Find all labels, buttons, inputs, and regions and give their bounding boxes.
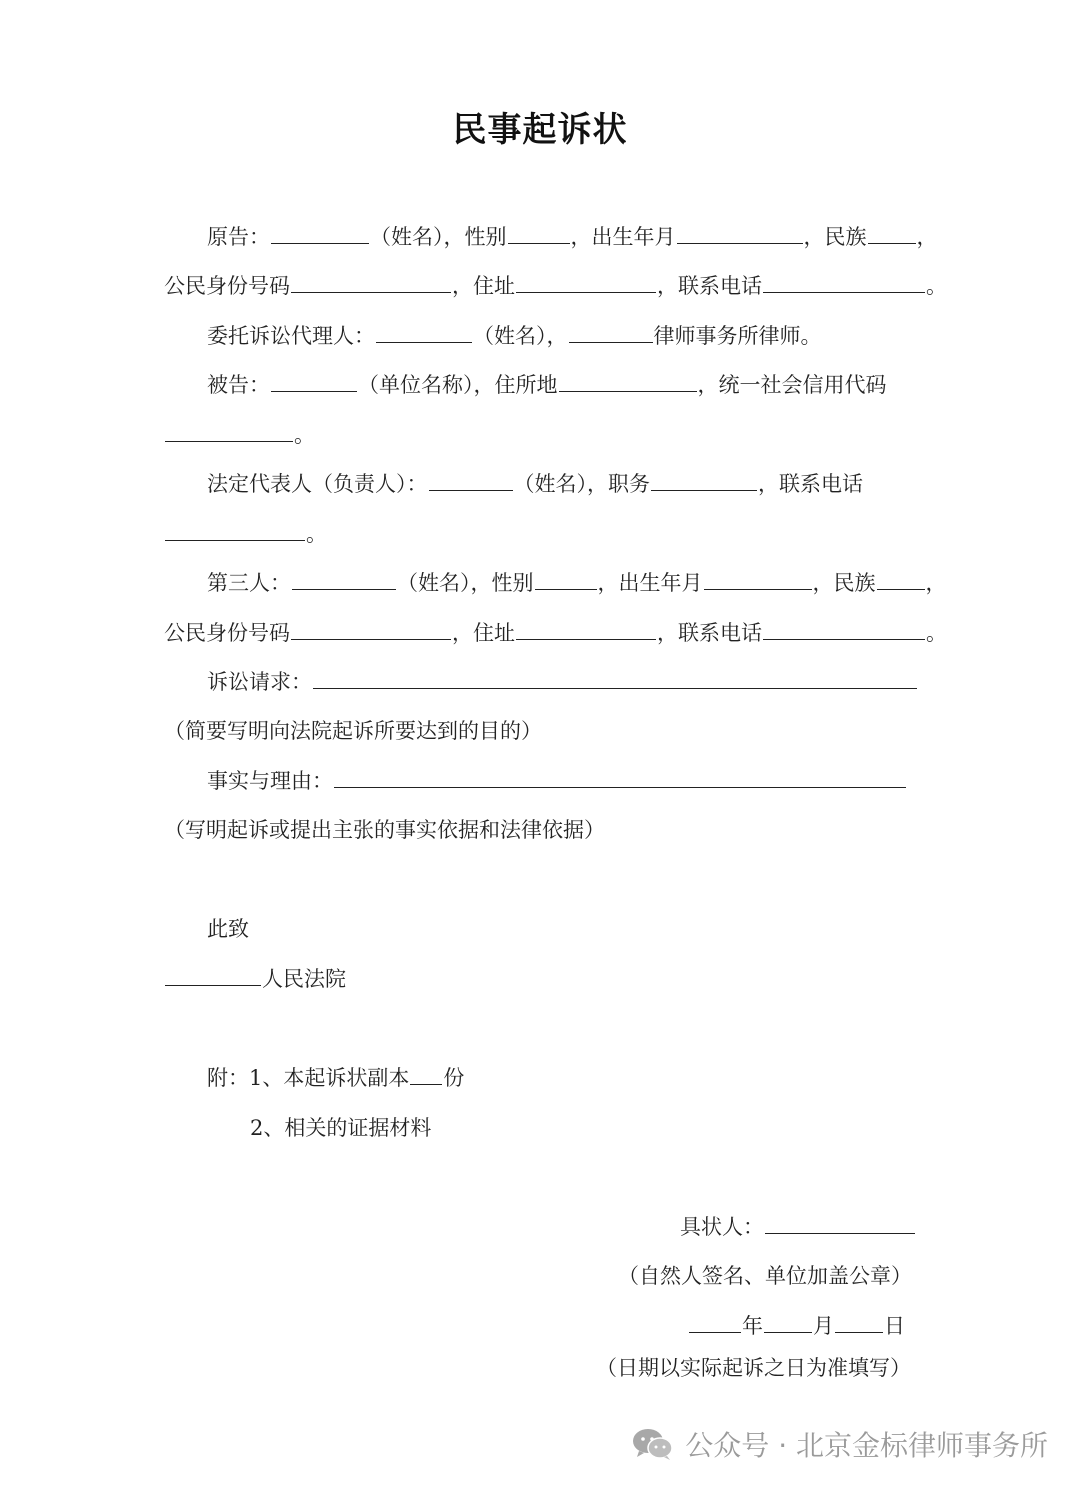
copies-count-blank[interactable] (410, 1063, 442, 1085)
facts-note: （写明起诉或提出主张的事实依据和法律依据） (164, 818, 605, 842)
signature-label: 具状人： (680, 1215, 764, 1239)
watermark (631, 1422, 1048, 1466)
plaintiff-end-period: 。 (926, 274, 947, 298)
signature-note: （自然人签名、单位加盖公章） (618, 1264, 912, 1288)
third-party-id-label: 公民身份号码 (164, 621, 290, 645)
agent-name-blank[interactable] (376, 321, 472, 343)
facts-blank[interactable] (334, 766, 906, 788)
legal-rep-name-hint: （姓名），职务 (513, 472, 650, 496)
defendant-credit-code-blank[interactable] (165, 420, 293, 442)
legal-rep-phone-blank[interactable] (165, 519, 305, 541)
third-party-end-period: 。 (926, 621, 947, 645)
agent-label: 委托诉讼代理人： (207, 324, 375, 348)
date-line (688, 1311, 905, 1341)
plaintiff-name-hint: （姓名） (370, 225, 444, 249)
document-title: 民事起诉状 (452, 110, 628, 150)
agent-firm-suffix: 律师事务所律师。 (653, 324, 822, 348)
wechat-icon (631, 1426, 675, 1462)
claims-note: （简要写明向法院起诉所要达到的目的） (164, 719, 542, 743)
third-party-ethnicity-label: ，民族 (812, 571, 876, 595)
defendant-end-period: 。 (294, 423, 315, 447)
plaintiff-end-comma: ， (916, 225, 938, 249)
attachment-item-2: 2、相关的证据材料 (250, 1116, 432, 1140)
plaintiff-id-blank[interactable] (291, 271, 451, 293)
plaintiff-line-1 (207, 222, 938, 252)
closing-salutation: 此致 (207, 917, 249, 941)
third-party-gender-blank[interactable] (535, 568, 597, 590)
plaintiff-phone-label: ，联系电话 (657, 274, 762, 298)
third-party-address-label: ，住址 (452, 621, 515, 645)
plaintiff-label: 原告： (207, 225, 270, 249)
signature-blank[interactable] (765, 1212, 915, 1234)
day-label: 日 (884, 1314, 905, 1338)
closing-court-line (164, 964, 346, 994)
third-party-birth-blank[interactable] (704, 568, 812, 590)
court-name-blank[interactable] (165, 964, 261, 986)
plaintiff-ethnicity-blank[interactable] (868, 222, 916, 244)
third-party-line-2 (164, 618, 947, 648)
year-label: 年 (742, 1314, 763, 1338)
legal-rep-line-2 (164, 519, 327, 549)
facts-line (207, 766, 907, 796)
agent-firm-blank[interactable] (569, 321, 653, 343)
third-party-address-blank[interactable] (516, 618, 656, 640)
defendant-line-1 (207, 370, 887, 400)
attachment-item-1-suffix: 份 (443, 1066, 465, 1090)
plaintiff-address-label: ，住址 (452, 274, 515, 298)
legal-rep-label: 法定代表人（负责人）： (207, 472, 428, 496)
court-suffix: 人民法院 (262, 967, 346, 991)
plaintiff-gender-blank[interactable] (508, 222, 570, 244)
month-label: 月 (813, 1314, 834, 1338)
facts-label: 事实与理由： (207, 769, 333, 793)
legal-rep-name-blank[interactable] (429, 469, 513, 491)
claims-line (207, 667, 918, 697)
third-party-name-blank[interactable] (292, 568, 396, 590)
defendant-line-2 (164, 420, 315, 450)
third-party-gender-label: ，性别 (470, 571, 534, 595)
attachment-item-1 (207, 1063, 464, 1093)
legal-rep-line-1 (207, 469, 863, 499)
defendant-unit-blank[interactable] (271, 370, 357, 392)
plaintiff-id-label: 公民身份号码 (164, 274, 290, 298)
plaintiff-ethnicity-label: ，民族 (803, 225, 867, 249)
third-party-label: 第三人： (207, 571, 291, 595)
third-party-ethnicity-blank[interactable] (877, 568, 925, 590)
third-party-birth-label: ，出生年月 (597, 571, 703, 595)
defendant-label: 被告： (207, 373, 270, 397)
legal-rep-end-period: 。 (306, 522, 327, 546)
attachment-item-1-prefix: 附：1、本起诉状副本 (207, 1066, 410, 1090)
plaintiff-line-2 (164, 271, 947, 301)
third-party-phone-label: ，联系电话 (657, 621, 762, 645)
third-party-end-comma: ， (925, 571, 947, 595)
third-party-id-blank[interactable] (291, 618, 451, 640)
claims-blank[interactable] (313, 667, 917, 689)
legal-rep-position-blank[interactable] (651, 469, 757, 491)
day-blank[interactable] (835, 1311, 883, 1333)
legal-rep-phone-label: ，联系电话 (758, 472, 863, 496)
third-party-line-1 (207, 568, 947, 598)
plaintiff-birth-label: ，出生年月 (570, 225, 676, 249)
agent-line (207, 321, 822, 351)
plaintiff-name-blank[interactable] (271, 222, 369, 244)
plaintiff-birth-blank[interactable] (677, 222, 803, 244)
plaintiff-address-blank[interactable] (516, 271, 656, 293)
plaintiff-phone-blank[interactable] (763, 271, 925, 293)
watermark-text: 公众号 · 北京金标律师事务所 (685, 1429, 1048, 1462)
defendant-unit-hint: （单位名称），住所地 (358, 373, 558, 397)
month-blank[interactable] (764, 1311, 812, 1333)
signature-line (680, 1212, 916, 1242)
year-blank[interactable] (689, 1311, 741, 1333)
defendant-credit-code-label: ，统一社会信用代码 (697, 373, 887, 397)
third-party-name-hint: （姓名） (397, 571, 471, 595)
third-party-phone-blank[interactable] (763, 618, 925, 640)
plaintiff-gender-label: ，性别 (443, 225, 507, 249)
defendant-address-blank[interactable] (559, 370, 697, 392)
date-note: （日期以实际起诉之日为准填写） (596, 1356, 911, 1380)
agent-name-hint: （姓名）， (473, 324, 568, 348)
claims-label: 诉讼请求： (207, 670, 312, 694)
